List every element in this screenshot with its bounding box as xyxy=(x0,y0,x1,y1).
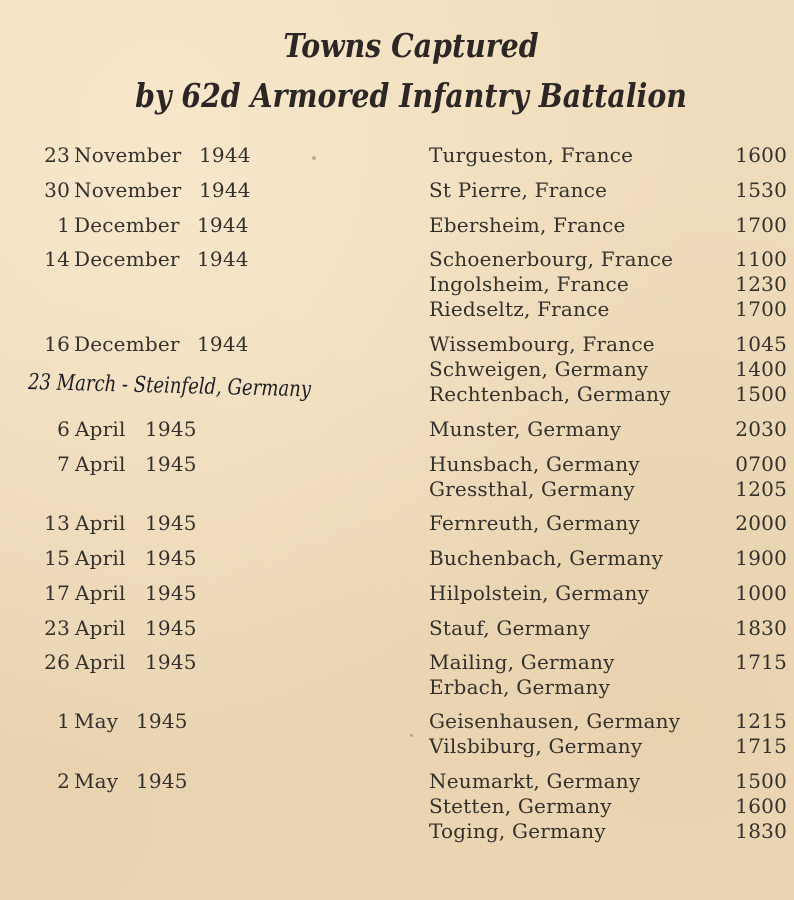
town-name: Rechtenbach, Germany xyxy=(429,381,671,406)
entry-year: 1944 xyxy=(197,213,249,237)
entry-year: 1945 xyxy=(145,581,197,605)
paper-speck xyxy=(312,156,316,160)
entry-month: April xyxy=(75,511,126,535)
capture-time: 1700 xyxy=(735,213,787,237)
capture-time: 1215 xyxy=(735,709,787,733)
entry-year: 1945 xyxy=(145,616,197,640)
entry-month: April xyxy=(75,650,126,674)
entry-day: 15 xyxy=(44,546,70,570)
town-name: Turgueston, France xyxy=(429,143,634,167)
town-name: Toging, Germany xyxy=(429,818,606,843)
entry-day: 7 xyxy=(57,452,70,476)
capture-time: 1045 xyxy=(735,332,787,356)
town-name: Stauf, Germany xyxy=(429,616,591,640)
entry-month: December xyxy=(74,332,180,356)
capture-time: 1230 xyxy=(735,271,787,296)
entry-day: 30 xyxy=(44,178,70,202)
entry-month: December xyxy=(74,213,180,237)
town-name: Erbach, Germany xyxy=(429,674,611,699)
town-name: Mailing, Germany xyxy=(429,650,615,674)
entry-day: 16 xyxy=(44,332,70,356)
entry-day: 26 xyxy=(44,650,70,674)
town-name: Wissembourg, France xyxy=(429,332,655,356)
capture-time: 1715 xyxy=(735,650,787,674)
entry-year: 1945 xyxy=(136,709,188,733)
entry-month: November xyxy=(74,178,182,202)
entry-day: 6 xyxy=(57,417,70,441)
capture-time: 1530 xyxy=(735,178,787,202)
entry-day: 13 xyxy=(44,511,70,535)
entry-year: 1945 xyxy=(145,452,197,476)
entry-year: 1945 xyxy=(145,417,197,441)
capture-time: 1600 xyxy=(735,143,787,167)
capture-time: 1830 xyxy=(735,818,787,843)
town-name: Stetten, Germany xyxy=(429,793,612,818)
page-subtitle: by 62d Armored Infantry Battalion xyxy=(135,76,687,115)
entry-year: 1944 xyxy=(199,178,251,202)
town-name: Ingolsheim, France xyxy=(429,271,629,296)
town-name: Riedseltz, France xyxy=(429,296,610,321)
entry-month: April xyxy=(75,452,126,476)
town-name: Vilsbiburg, Germany xyxy=(429,733,643,758)
capture-time: 1500 xyxy=(735,381,787,406)
entry-month: April xyxy=(75,616,126,640)
entry-year: 1944 xyxy=(197,332,249,356)
capture-time: 1100 xyxy=(735,247,787,271)
town-name: Fernreuth, Germany xyxy=(429,511,641,535)
capture-time: 2030 xyxy=(735,417,787,441)
entry-day: 23 xyxy=(44,143,70,167)
capture-time: 1400 xyxy=(735,356,787,381)
capture-time: 1000 xyxy=(735,581,787,605)
capture-time: 1715 xyxy=(735,733,787,758)
town-name: Neumarkt, Germany xyxy=(429,769,641,793)
paper-speck xyxy=(410,734,413,737)
entry-day: 1 xyxy=(57,709,70,733)
capture-time: 1830 xyxy=(735,616,787,640)
town-name: Ebersheim, France xyxy=(429,213,626,237)
town-name: Gressthal, Germany xyxy=(429,476,635,501)
entry-year: 1945 xyxy=(145,511,197,535)
entry-month: April xyxy=(75,546,126,570)
entry-day: 17 xyxy=(44,581,70,605)
entry-year: 1945 xyxy=(136,769,188,793)
handwritten-note: 23 March - Steinfeld, Germany xyxy=(27,370,312,403)
page-title: Towns Captured xyxy=(283,26,539,65)
entry-day: 14 xyxy=(44,247,70,271)
entry-year: 1944 xyxy=(199,143,251,167)
capture-time: 1900 xyxy=(735,546,787,570)
entry-month: April xyxy=(75,417,126,441)
capture-time: 1205 xyxy=(735,476,787,501)
entry-year: 1944 xyxy=(197,247,249,271)
entry-month: May xyxy=(74,709,119,733)
town-name: Schweigen, Germany xyxy=(429,356,649,381)
entry-year: 1945 xyxy=(145,546,197,570)
capture-time: 2000 xyxy=(735,511,787,535)
capture-time: 0700 xyxy=(735,452,787,476)
capture-time: 1600 xyxy=(735,793,787,818)
capture-time: 1500 xyxy=(735,769,787,793)
town-name: Geisenhausen, Germany xyxy=(429,709,681,733)
town-name: St Pierre, France xyxy=(429,178,608,202)
capture-time: 1700 xyxy=(735,296,787,321)
entry-day: 1 xyxy=(57,213,70,237)
entry-year: 1945 xyxy=(145,650,197,674)
entry-month: May xyxy=(74,769,119,793)
town-name: Hunsbach, Germany xyxy=(429,452,640,476)
entry-month: November xyxy=(74,143,182,167)
town-name: Munster, Germany xyxy=(429,417,622,441)
town-name: Hilpolstein, Germany xyxy=(429,581,650,605)
entry-month: April xyxy=(75,581,126,605)
town-name: Buchenbach, Germany xyxy=(429,546,664,570)
town-name: Schoenerbourg, France xyxy=(429,247,674,271)
entry-month: December xyxy=(74,247,180,271)
entry-day: 2 xyxy=(57,769,70,793)
entry-day: 23 xyxy=(44,616,70,640)
